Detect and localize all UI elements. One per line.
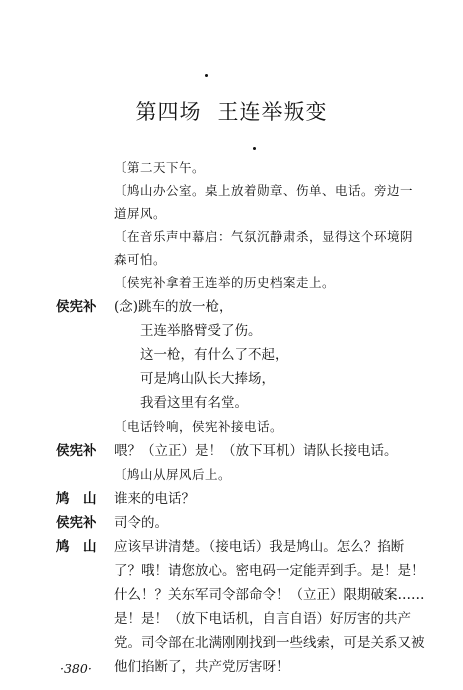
scene-number: 第四场 bbox=[135, 100, 202, 124]
dialogue-continuation: 什么！？关东军司令部命令！（立正）限期破案…… bbox=[114, 587, 425, 603]
stage-direction: 〔鸠山从屏风后上。 bbox=[114, 467, 232, 482]
speaker-name: 鸠 山 bbox=[56, 539, 97, 555]
dialogue-text: 应该早讲清楚。（接电话）我是鸠山。怎么？掐断 bbox=[114, 539, 405, 555]
scene-title bbox=[0, 96, 463, 126]
dialogue-text: 谁来的电话？ bbox=[114, 491, 195, 507]
stage-direction: 〔在音乐声中幕启：气氛沉静肃杀，显得这个环境阴 bbox=[114, 229, 414, 244]
speaker-name: 侯宪补 bbox=[56, 515, 97, 531]
scene-name: 王连举叛变 bbox=[217, 100, 328, 124]
speaker-name: 鸠 山 bbox=[56, 491, 97, 507]
dialogue-continuation: 是！是！（放下电话机，自言自语）好厉害的共产 bbox=[114, 611, 411, 627]
verse-line: 我看这里有名堂。 bbox=[140, 395, 248, 411]
verse-line: 王连举胳臂受了伤。 bbox=[140, 323, 262, 339]
dialogue-continuation: 他们掐断了，共产党厉害呀！ bbox=[114, 659, 290, 675]
stage-direction: 森可怕。 bbox=[114, 252, 167, 267]
stage-direction: 〔电话铃响，侯宪补接电话。 bbox=[114, 419, 284, 434]
dialogue-text: (念)跳车的放一枪， bbox=[114, 299, 233, 315]
dialogue-continuation: 了？哦！请您放心。密电码一定能弄到手。是！是！ bbox=[114, 563, 425, 579]
stage-direction: 〔第二天下午。 bbox=[114, 160, 206, 175]
dialogue-continuation: 党。司令部在北满刚刚找到一些线索，可是关系又被 bbox=[114, 635, 425, 651]
verse-line: 这一枪，有什么了不起， bbox=[140, 347, 289, 363]
speaker-name: 侯宪补 bbox=[56, 443, 97, 459]
print-speck bbox=[253, 147, 256, 150]
stage-direction: 〔鸠山办公室。桌上放着勋章、伤单、电话。旁边一 bbox=[114, 183, 414, 198]
dialogue-text: 司令的。 bbox=[114, 515, 168, 531]
stage-direction: 〔侯宪补拿着王连举的历史档案走上。 bbox=[114, 275, 336, 290]
stage-direction: 道屏风。 bbox=[114, 206, 167, 221]
dialogue-text: 喂？（立正）是！（放下耳机）请队长接电话。 bbox=[114, 443, 398, 459]
verse-line: 可是鸠山队长大捧场， bbox=[140, 371, 275, 387]
speaker-name: 侯宪补 bbox=[56, 299, 97, 315]
page-number: ·380· bbox=[60, 661, 92, 676]
print-speck bbox=[205, 74, 208, 77]
